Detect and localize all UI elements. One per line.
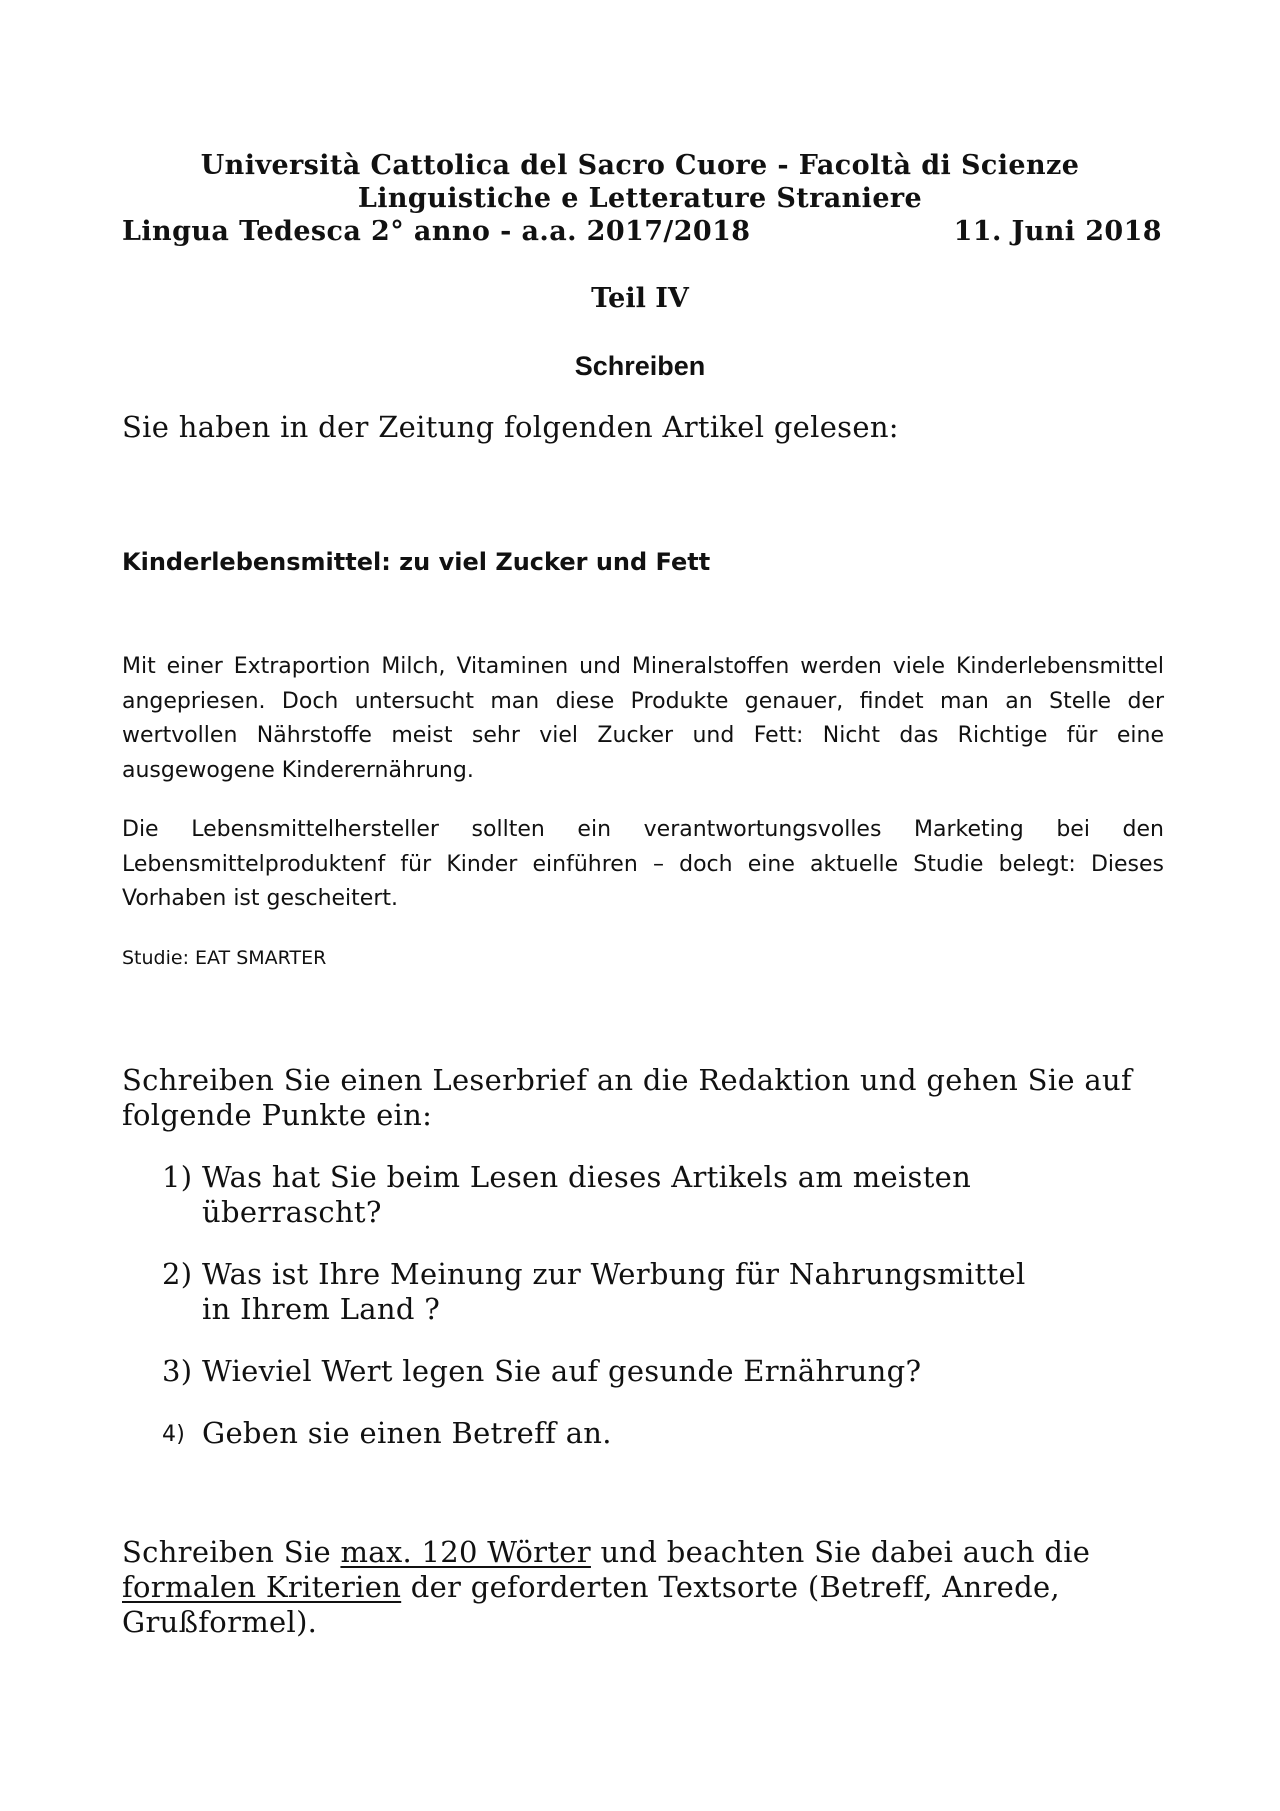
exam-date: 11. Juni 2018 — [953, 216, 1162, 247]
final-instruction — [122, 1535, 1182, 1640]
part-heading: Teil IV — [591, 283, 689, 314]
final-text-3: der geforderten Textsorte (Betreff, Anrede, Grußformel). — [122, 1570, 1060, 1639]
list-item — [162, 1257, 1062, 1326]
list-text: Wieviel Wert legen Sie auf gesunde Ernährung? — [202, 1354, 922, 1388]
faculty-title: Linguistiche e Letterature Straniere — [357, 183, 923, 214]
list-number: 4) — [162, 1422, 186, 1447]
list-item — [162, 1416, 1062, 1452]
list-number: 1) — [162, 1160, 193, 1194]
university-title: Università Cattolica del Sacro Cuore - Facoltà di Scienze — [200, 150, 1080, 181]
article-paragraph-2: Die Lebensmittelhersteller sollten ein verantwortungsvolles Marketing bei den Lebensmittelproduktenf für Kinder einführen – doch eine aktuelle Studie belegt: Dieses Vorhaben ist gescheitert. — [122, 817, 1164, 911]
list-text: Was hat Sie beim Lesen dieses Artikels am meisten überrascht? — [202, 1160, 972, 1229]
list-text: Geben sie einen Betreff an. — [202, 1416, 612, 1450]
list-number: 2) — [162, 1257, 193, 1291]
list-number: 3) — [162, 1354, 193, 1388]
list-item — [162, 1160, 1062, 1229]
article-paragraph-1: Mit einer Extraportion Milch, Vitaminen und Mineralstoffen werden viele Kinderlebensmittel angepriesen. Doch untersucht man diese Produkte genauer, findet man an Stelle der wertvollen Nährstoffe meist sehr viel Zucker und Fett: Nicht das Richtige für eine ausgewogene Kinderernährung. — [122, 654, 1164, 783]
final-text-2: und beachten Sie dabei auch die — [590, 1535, 1091, 1569]
final-text-1: Schreiben Sie — [122, 1535, 341, 1569]
word-limit: max. 120 Wörter — [340, 1535, 591, 1569]
course-info: Lingua Tedesca 2° anno - a.a. 2017/2018 — [122, 216, 751, 247]
list-item — [162, 1354, 1062, 1389]
task-instruction: Schreiben Sie einen Leserbrief an die Redaktion und gehen Sie auf folgende Punkte ein: — [122, 1063, 1132, 1132]
section-heading: Schreiben — [574, 351, 706, 381]
article-source: Studie: EAT SMARTER — [122, 947, 327, 969]
formal-criteria: formalen Kriterien — [122, 1570, 402, 1604]
article-title: Kinderlebensmittel: zu viel Zucker und Fett — [122, 548, 711, 576]
list-text: Was ist Ihre Meinung zur Werbung für Nahrungsmittel in Ihrem Land ? — [202, 1257, 1026, 1326]
intro-text: Sie haben in der Zeitung folgenden Artikel gelesen: — [122, 410, 899, 444]
